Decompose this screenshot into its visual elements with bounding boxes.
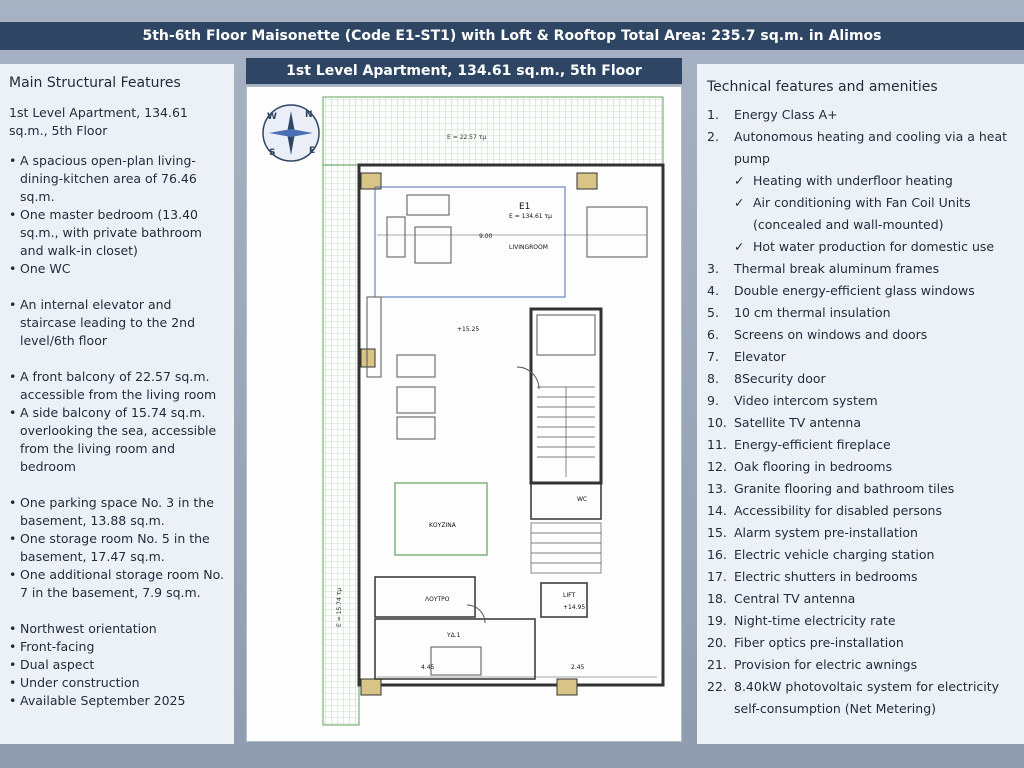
item-text: Electric vehicle charging station — [734, 547, 935, 562]
living-room-label: LIVINGROOM — [509, 244, 548, 251]
list-item: • A side balcony of 15.74 sq.m. overlooking the sea, accessible from the living room and bedroom — [9, 404, 226, 476]
compass-east: E — [309, 146, 316, 156]
lower-stairs — [531, 523, 601, 573]
feature-group-3 — [9, 368, 226, 476]
dimension-9: 9.00 — [479, 233, 493, 240]
list-item: • Under construction — [9, 674, 226, 692]
item-number: 22. — [707, 679, 727, 694]
feature-group-4 — [9, 494, 226, 602]
pillar — [577, 173, 597, 189]
item-number: 14. — [707, 503, 727, 518]
list-item: • One parking space No. 3 in the basement, 13.88 sq.m. — [9, 494, 226, 530]
structural-features-panel — [0, 64, 234, 744]
list-item: • One storage room No. 5 in the basement, 17.47 sq.m. — [9, 530, 226, 566]
check-icon: ✓ — [734, 173, 745, 188]
dining-table — [587, 207, 647, 257]
list-item — [707, 104, 1016, 126]
item-text: Fiber optics pre-installation — [734, 635, 904, 650]
list-item: • An internal elevator and staircase leading to the 2nd level/6th floor — [9, 296, 226, 350]
bedroom-label: ΥΔ.1 — [447, 632, 461, 639]
item-number: 10. — [707, 415, 727, 430]
pillar — [557, 679, 577, 695]
check-icon: ✓ — [734, 239, 745, 254]
item-number: 11. — [707, 437, 727, 452]
lift-room — [541, 583, 587, 617]
item-number: 9. — [707, 393, 719, 408]
item-text: 10 cm thermal insulation — [734, 305, 891, 320]
wc-room — [531, 483, 601, 519]
list-item — [707, 302, 1016, 324]
level-subheading: 1st Level Apartment, 134.61 sq.m., 5th Floor — [9, 105, 188, 138]
item-number: 21. — [707, 657, 727, 672]
bedroom — [375, 619, 535, 679]
armchair — [397, 387, 435, 413]
side-balcony-area: E = 15.74 τμ — [336, 587, 343, 627]
floor-plan — [246, 86, 682, 742]
staircase — [537, 387, 595, 477]
item-text: Satellite TV antenna — [734, 415, 862, 430]
list-item — [707, 588, 1016, 610]
list-item — [707, 478, 1016, 500]
item-text: Double energy-efficient glass windows — [734, 283, 975, 298]
item-number: 13. — [707, 481, 727, 496]
list-item: • A front balcony of 22.57 sq.m. accessible from the living room — [9, 368, 226, 404]
list-item: • One WC — [9, 260, 226, 278]
level-mark: +15.25 — [457, 326, 480, 333]
kitchen-outline — [395, 483, 487, 555]
item-text: Granite flooring and bathroom tiles — [734, 481, 955, 496]
sub-item-text: Hot water production for domestic use — [753, 239, 995, 254]
sub-item-text: Heating with underfloor heating — [753, 173, 953, 188]
sofa — [397, 417, 435, 439]
list-item — [707, 632, 1016, 654]
feature-group-2 — [9, 296, 226, 350]
item-text: Autonomous heating and cooling via a heat pump — [734, 129, 1008, 166]
item-number: 12. — [707, 459, 727, 474]
list-item — [707, 258, 1016, 280]
amenities-heading: Technical features and amenities — [707, 79, 938, 95]
item-number: 8. — [707, 371, 719, 386]
living-room-outline — [375, 187, 565, 297]
unit-area: E = 134.61 τμ — [509, 213, 552, 220]
front-balcony — [323, 97, 663, 165]
sub-item — [707, 170, 1016, 192]
list-item: • Northwest orientation — [9, 620, 226, 638]
elevator-shaft — [537, 315, 595, 355]
page-title: 5th-6th Floor Maisonette (Code E1-ST1) with Loft & Rooftop Total Area: 235.7 sq.m. in Alimos — [0, 22, 1024, 50]
list-item: • A spacious open-plan living-dining-kitchen area of 76.46 sq.m. — [9, 152, 226, 206]
list-item — [707, 324, 1016, 346]
item-text: Oak flooring in bedrooms — [734, 459, 893, 474]
list-item — [707, 412, 1016, 434]
item-text: Thermal break aluminum frames — [734, 261, 940, 276]
item-text: Provision for electric awnings — [734, 657, 918, 672]
list-item — [707, 346, 1016, 368]
dimension-245: 2.45 — [571, 664, 585, 671]
item-number: 2. — [707, 129, 719, 144]
sub-item — [707, 236, 1016, 258]
list-item — [707, 126, 1016, 170]
list-item — [707, 544, 1016, 566]
item-number: 18. — [707, 591, 727, 606]
list-item — [707, 522, 1016, 544]
sofa — [397, 355, 435, 377]
item-number: 1. — [707, 107, 719, 122]
item-number: 5. — [707, 305, 719, 320]
dimension-445: 4.45 — [421, 664, 435, 671]
front-balcony-area: E = 22.57 τμ — [447, 134, 487, 141]
item-text: Screens on windows and doors — [734, 327, 928, 342]
list-item — [707, 456, 1016, 478]
check-icon: ✓ — [734, 195, 745, 210]
bed — [431, 647, 481, 675]
amenities-list — [707, 104, 1016, 720]
compass-south: S — [269, 148, 276, 158]
feature-group-1 — [9, 152, 226, 278]
sub-item — [707, 192, 1016, 236]
floor-plan-drawing — [247, 87, 683, 743]
item-text: Video intercom system — [734, 393, 878, 408]
list-item — [707, 676, 1016, 720]
door-swing — [517, 367, 539, 389]
list-item — [707, 390, 1016, 412]
pillar — [361, 679, 381, 695]
list-item: • One master bedroom (13.40 sq.m., with private bathroom and walk-in closet) — [9, 206, 226, 260]
level-mark: +14.95 — [563, 604, 586, 611]
item-number: 19. — [707, 613, 727, 628]
item-number: 6. — [707, 327, 719, 342]
item-text: Energy Class A+ — [734, 107, 838, 122]
rug — [415, 227, 451, 263]
lift-label: LIFT — [563, 592, 576, 599]
wc-label: WC — [577, 496, 588, 503]
feature-group-5 — [9, 620, 226, 710]
list-item: • Dual aspect — [9, 656, 226, 674]
list-item — [707, 368, 1016, 390]
compass-north: N — [305, 110, 313, 120]
door-swing — [467, 605, 485, 623]
list-item — [707, 280, 1016, 302]
kitchen-label: ΚΟΥΖΙΝΑ — [429, 522, 456, 529]
item-number: 16. — [707, 547, 727, 562]
item-text: Accessibility for disabled persons — [734, 503, 942, 518]
list-item — [707, 566, 1016, 588]
list-item: • One additional storage room No. 7 in the basement, 7.9 sq.m. — [9, 566, 226, 602]
item-text: Electric shutters in bedrooms — [734, 569, 918, 584]
list-item — [707, 434, 1016, 456]
compass-west: W — [267, 112, 277, 122]
unit-code: E1 — [519, 202, 531, 212]
item-text: Night-time electricity rate — [734, 613, 896, 628]
item-number: 15. — [707, 525, 727, 540]
item-number: 17. — [707, 569, 727, 584]
item-number: 7. — [707, 349, 719, 364]
sub-item-text: Air conditioning with Fan Coil Units (concealed and wall-mounted) — [753, 195, 971, 232]
pillar — [361, 349, 375, 367]
list-item — [707, 654, 1016, 676]
item-text: 8Security door — [734, 371, 826, 386]
item-text: Alarm system pre-installation — [734, 525, 918, 540]
sofa — [407, 195, 449, 215]
item-text: Elevator — [734, 349, 786, 364]
item-text: 8.40kW photovoltaic system for electricity self-consumption (Net Metering) — [734, 679, 1000, 716]
bathroom-label: ΛΟΥΤΡΟ — [425, 596, 450, 603]
item-text: Central TV antenna — [734, 591, 856, 606]
list-item — [707, 500, 1016, 522]
structural-features-heading: Main Structural Features — [9, 75, 181, 91]
item-text: Energy-efficient fireplace — [734, 437, 891, 452]
item-number: 4. — [707, 283, 719, 298]
floor-plan-heading: 1st Level Apartment, 134.61 sq.m., 5th Floor — [246, 58, 682, 84]
list-item — [707, 610, 1016, 632]
amenities-panel — [697, 64, 1024, 744]
side-balcony — [323, 165, 359, 725]
sofa — [387, 217, 405, 257]
list-item: • Front-facing — [9, 638, 226, 656]
compass-icon — [263, 105, 319, 161]
item-number: 3. — [707, 261, 719, 276]
item-number: 20. — [707, 635, 727, 650]
list-item: • Available September 2025 — [9, 692, 226, 710]
